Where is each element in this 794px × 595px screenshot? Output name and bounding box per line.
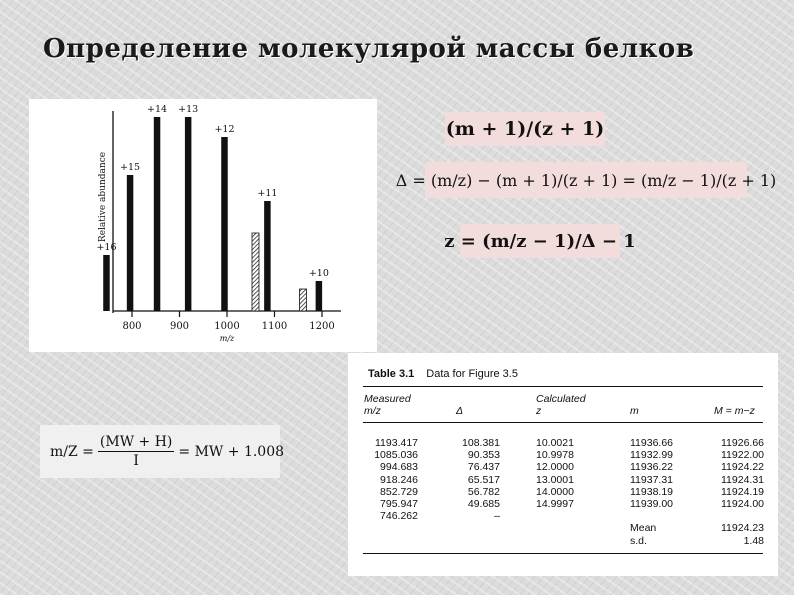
peak-charge-label: +14 [147, 104, 168, 115]
formula-numerator: (MW + H) [99, 434, 173, 450]
formula-text: (m + 1)/(z + 1) [445, 118, 605, 140]
column-m [630, 437, 690, 547]
y-axis-label: Relative abundance [98, 151, 108, 243]
table-cell: 11938.19 [630, 485, 674, 498]
table-cell: 11924.22 [720, 461, 764, 474]
table-cell: 10.9978 [536, 449, 574, 462]
table-cell: 11939.00 [630, 497, 674, 510]
table-cell: 14.9997 [536, 497, 574, 510]
table-cell: s.d. [630, 534, 647, 547]
peak-charge-label: +16 [96, 242, 117, 253]
x-tick-label: 1100 [261, 321, 288, 332]
table-top-rule [363, 386, 763, 387]
header-measured [364, 393, 411, 417]
table-cell: 852.729 [380, 485, 418, 498]
peak-charge-label: +13 [178, 104, 199, 115]
table-cell: 918.246 [380, 473, 418, 486]
x-tick-label: 800 [122, 321, 142, 332]
formula-charge-z [444, 224, 636, 258]
table-cell: 14.0000 [536, 485, 574, 498]
table-cell: – [494, 510, 500, 523]
table-cell: 12.0000 [536, 461, 574, 474]
x-axis-label: m/z [219, 334, 235, 343]
formula-left: m/Z = [50, 443, 94, 460]
table-cell: 11936.22 [630, 461, 674, 474]
peak-charge-label: +10 [308, 268, 329, 279]
column-M [702, 437, 764, 547]
table-cell: 11937.31 [630, 473, 674, 486]
formula-fraction [98, 434, 175, 469]
table-cell: 90.353 [467, 449, 500, 462]
spectrum-peak-hatched [252, 233, 259, 311]
spectrum-peak [221, 137, 228, 311]
table-cell: 11924.00 [720, 497, 764, 510]
table-header-rule [363, 422, 763, 423]
table-bottom-rule [363, 553, 763, 554]
table-cell: 10.0021 [536, 437, 574, 449]
spectrum-peak [316, 281, 323, 311]
table-cell: 11922.00 [720, 449, 764, 462]
table-cell: Mean [630, 522, 657, 535]
table-cell: 11924.19 [720, 485, 764, 498]
slide-title: Определение молекулярой массы белков [43, 34, 695, 64]
table-cell: 11924.23 [720, 522, 764, 535]
table-cell: 11924.31 [720, 473, 764, 486]
header-m: m [630, 405, 639, 417]
formula-delta [395, 162, 777, 198]
table-cell: 11936.66 [630, 437, 674, 449]
table-cell: 65.517 [467, 473, 500, 486]
header-M: M = m−z [714, 405, 755, 417]
peak-charge-label: +15 [120, 162, 141, 173]
table-cell: 108.381 [462, 437, 500, 449]
table-cell: 994.683 [380, 461, 418, 474]
formula-next-charge-state [445, 112, 605, 146]
table-caption-text: Data for Figure 3.5 [426, 368, 518, 380]
spectrum-peak [154, 117, 161, 311]
x-tick-label: 1200 [309, 321, 335, 332]
header-measured-top: Measured [364, 393, 411, 405]
formula-text: z = (m/z − 1)/Δ − 1 [444, 230, 636, 252]
table-cell: 1193.417 [374, 437, 418, 449]
table-cell: 746.262 [380, 510, 418, 523]
table-cell: 13.0001 [536, 473, 574, 486]
table-caption [368, 368, 518, 380]
table-cell: 49.685 [467, 497, 500, 510]
header-calculated-top: Calculated [536, 393, 586, 405]
formula-right: = MW + 1.008 [178, 443, 285, 460]
table-cell [630, 510, 690, 522]
table-cell [702, 510, 764, 522]
data-table-panel [348, 353, 778, 576]
spectrum-peak [185, 117, 192, 311]
formula-molecular-weight [40, 425, 285, 478]
spectrum-peak [103, 255, 110, 311]
table-cell: 795.947 [380, 497, 418, 510]
mass-spectrum-chart-panel [29, 99, 377, 352]
table-cell: 1.48 [743, 534, 764, 547]
peak-charge-label: +11 [257, 188, 278, 199]
mass-spectrum-chart [29, 99, 377, 352]
spectrum-peak [127, 175, 134, 311]
peak-charge-label: +12 [214, 124, 235, 135]
header-calculated-bottom: z [536, 405, 542, 417]
table-cell: 11926.66 [720, 437, 764, 449]
column-delta [448, 437, 500, 522]
column-measured [360, 437, 418, 522]
spectrum-peak [264, 201, 271, 311]
formula-text: Δ = (m/z) − (m + 1)/(z + 1) = (m/z − 1)/(z + 1) [395, 170, 777, 190]
header-calculated [536, 393, 586, 417]
table-cell: 11932.99 [630, 449, 674, 462]
column-z [536, 437, 596, 510]
header-delta: Δ [456, 405, 464, 417]
spectrum-peak-hatched [300, 289, 307, 311]
x-tick-label: 900 [169, 321, 190, 332]
table-cell: 56.782 [467, 485, 500, 498]
header-measured-bottom: m/z [364, 405, 381, 417]
table-caption-label: Table 3.1 [368, 368, 415, 380]
table-cell: 76.437 [467, 461, 500, 474]
table-cell: 1085.036 [374, 449, 418, 462]
x-tick-label: 1000 [214, 321, 240, 332]
formula-denominator: I [133, 453, 139, 469]
